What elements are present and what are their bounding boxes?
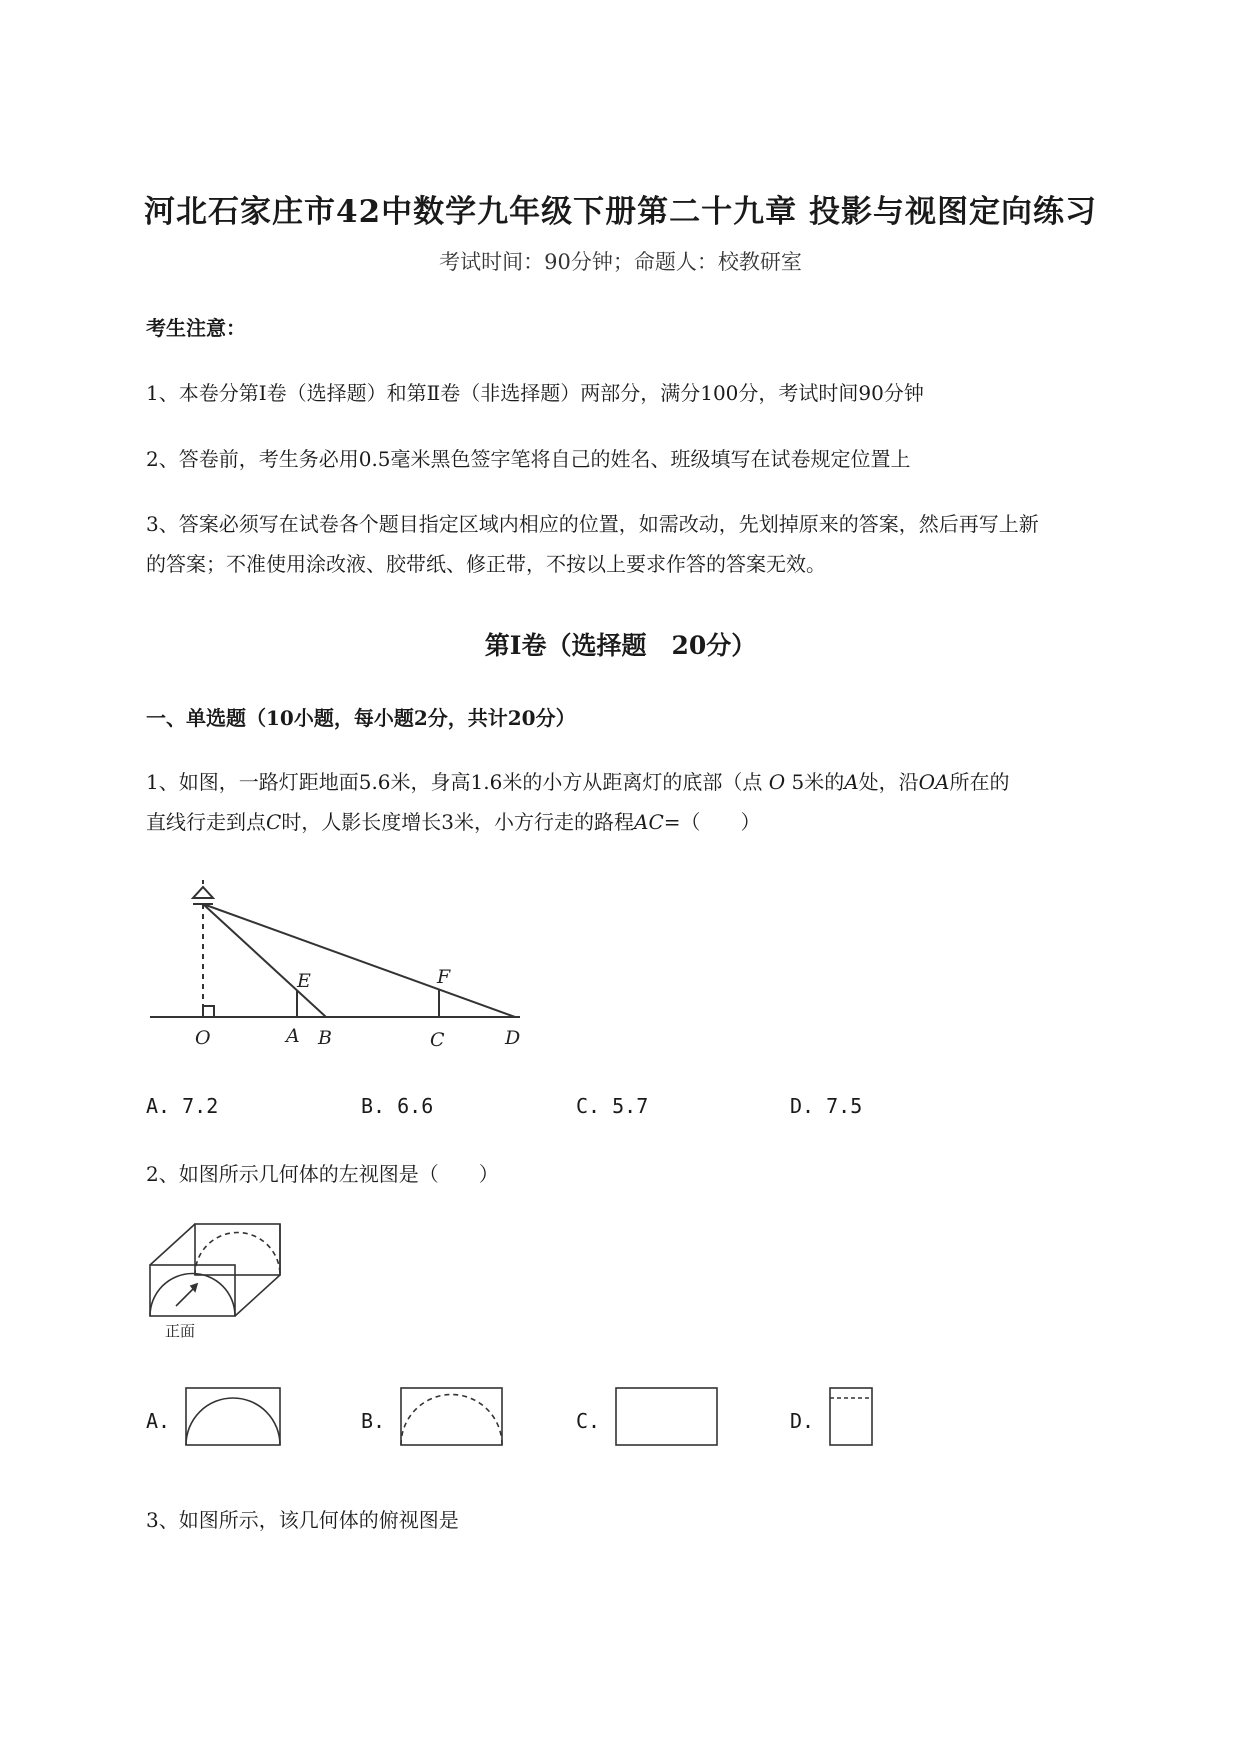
notice-item: 的答案；不准使用涂改液、胶带纸、修正带，不按以上要求作答的答案无效。: [146, 552, 826, 576]
section-title: 第Ⅰ卷（选择题 20分）: [484, 631, 757, 660]
q2-option-b-label[interactable]: B.: [361, 1409, 386, 1433]
part-heading: 一、单选题（10小题，每小题2分，共计20分）: [146, 706, 576, 730]
q1-option-a[interactable]: A. 7.2: [146, 1094, 219, 1118]
q2-option-a-label[interactable]: A.: [146, 1409, 171, 1433]
label-O: O: [195, 1027, 211, 1049]
question-1-line-2: 直线行走到点C时，人影长度增长3米，小方行走的路程AC=（ ）: [146, 810, 761, 834]
front-label: 正面: [165, 1322, 196, 1340]
label-B: B: [318, 1027, 332, 1049]
label-F: F: [437, 966, 451, 988]
question-1-line-1: 1、如图，一路灯距地面5.6米，身高1.6米的小方从距离灯的底部（点 O 5米的A处，沿OA所在的: [146, 770, 1010, 794]
label-E: E: [297, 970, 311, 992]
q1-option-d[interactable]: D. 7.5: [790, 1094, 863, 1118]
q1-option-c[interactable]: C. 5.7: [576, 1094, 649, 1118]
exam-info: 考试时间：90分钟；命题人：校教研室: [439, 250, 802, 274]
notice-item: 1、本卷分第Ⅰ卷（选择题）和第Ⅱ卷（非选择题）两部分，满分100分，考试时间90分钟: [146, 381, 924, 405]
question-3-text: 3、如图所示，该几何体的俯视图是: [146, 1508, 459, 1532]
q1-option-b[interactable]: B. 6.6: [361, 1094, 434, 1118]
notice-item: 3、答案必须写在试卷各个题目指定区域内相应的位置，如需改动，先划掉原来的答案，然后再写上新: [146, 512, 1039, 536]
label-D: D: [505, 1027, 521, 1049]
q2-option-d-label[interactable]: D.: [790, 1409, 815, 1433]
page-title: 河北石家庄市42中数学九年级下册第二十九章 投影与视图定向练习: [144, 194, 1097, 230]
q2-option-c-label[interactable]: C.: [576, 1409, 601, 1433]
label-A: A: [286, 1025, 300, 1047]
notice-item: 2、答卷前，考生务必用0.5毫米黑色签字笔将自己的姓名、班级填写在试卷规定位置上: [146, 447, 911, 471]
label-C: C: [430, 1029, 445, 1051]
question-2-text: 2、如图所示几何体的左视图是（ ）: [146, 1162, 499, 1186]
notice-heading: 考生注意：: [146, 316, 246, 340]
